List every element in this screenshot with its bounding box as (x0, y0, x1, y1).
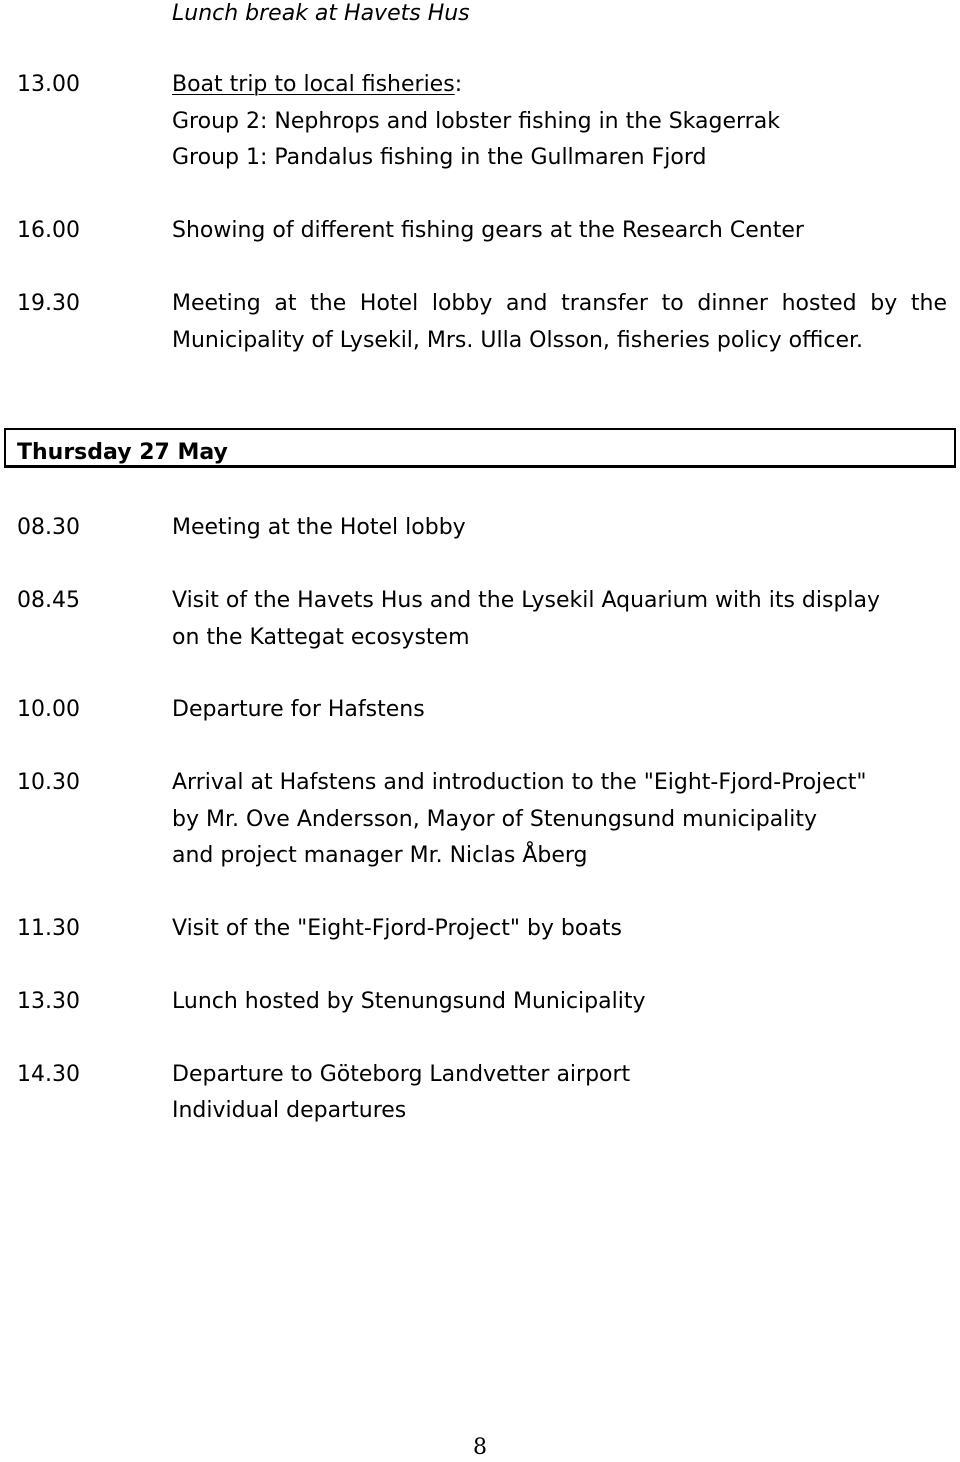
schedule-time-1000: 10.00 (17, 697, 80, 722)
schedule-item-departure-airport: Departure to Göteborg Landvetter airport (172, 1062, 631, 1087)
schedule-item-boat-trip-title (172, 71, 462, 99)
schedule-item-individual-departures: Individual departures (172, 1098, 407, 1123)
boat-trip-title-colon: : (454, 72, 463, 97)
lunch-break-note: Lunch break at Havets Hus (172, 1, 470, 26)
day-header-box (4, 428, 956, 468)
schedule-item-aquarium-line-2: on the Kattegat ecosystem (172, 625, 470, 650)
schedule-item-fishing-gears: Showing of different fishing gears at the Research Center (172, 218, 804, 243)
schedule-time-1930: 19.30 (17, 291, 80, 316)
schedule-item-group-1: Group 1: Pandalus fishing in the Gullmaren Fjord (172, 145, 707, 170)
schedule-time-0845: 08.45 (17, 588, 80, 613)
schedule-time-0830: 08.30 (17, 515, 80, 540)
schedule-time-1330: 13.30 (17, 989, 80, 1014)
schedule-item-dinner-line-1: Meeting at the Hotel lobby and transfer to dinner hosted by the (172, 291, 947, 316)
schedule-item-lunch-stenungsund: Lunch hosted by Stenungsund Municipality (172, 989, 646, 1014)
schedule-item-hotel-lobby: Meeting at the Hotel lobby (172, 515, 466, 540)
schedule-time-1030: 10.30 (17, 770, 80, 795)
schedule-item-arrival-line-2: by Mr. Ove Andersson, Mayor of Stenungsund municipality (172, 807, 818, 832)
schedule-item-dinner-line-2: Municipality of Lysekil, Mrs. Ulla Olsson, fisheries policy officer. (172, 328, 864, 353)
schedule-item-fjord-boats: Visit of the "Eight-Fjord-Project" by boats (172, 916, 622, 941)
schedule-item-arrival-line-3: and project manager Mr. Niclas Åberg (172, 843, 588, 868)
schedule-item-departure-hafstens: Departure for Hafstens (172, 697, 425, 722)
schedule-time-1430: 14.30 (17, 1062, 80, 1087)
schedule-time-1600: 16.00 (17, 218, 80, 243)
schedule-item-arrival-line-1: Arrival at Hafstens and introduction to the "Eight-Fjord-Project" (172, 770, 867, 795)
boat-trip-title-text: Boat trip to local fisheries (172, 72, 455, 97)
day-header-title: Thursday 27 May (17, 440, 228, 465)
schedule-item-group-2: Group 2: Nephrops and lobster fishing in the Skagerrak (172, 109, 780, 134)
page-number: 8 (473, 1435, 487, 1460)
schedule-time-1300: 13.00 (17, 72, 80, 97)
schedule-time-1130: 11.30 (17, 916, 80, 941)
schedule-item-aquarium-line-1: Visit of the Havets Hus and the Lysekil Aquarium with its display (172, 588, 881, 613)
